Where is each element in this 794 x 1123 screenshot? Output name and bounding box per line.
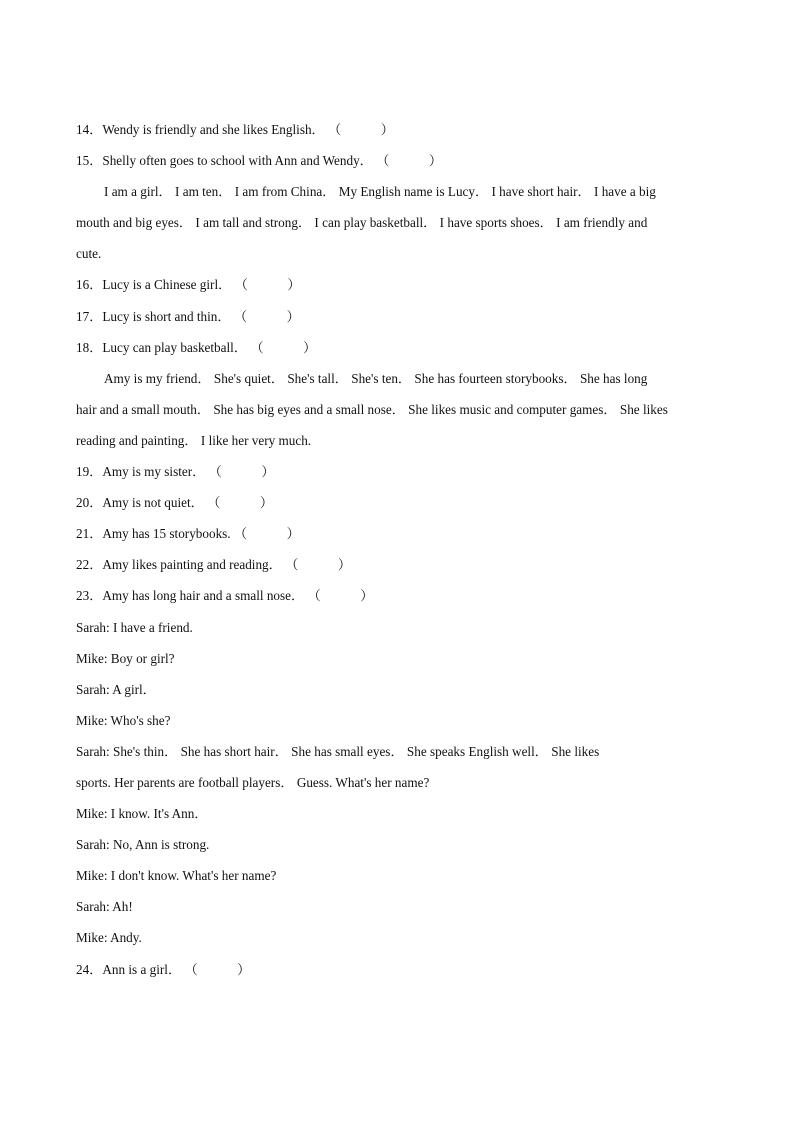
answer-blank[interactable]: （ ） (233, 308, 300, 324)
answer-blank[interactable]: （ ） (207, 495, 274, 511)
answer-blank[interactable]: （ ） (250, 339, 317, 355)
question-text: 22．Amy likes painting and reading． (76, 557, 282, 573)
worksheet-page (76, 114, 718, 985)
answer-blank[interactable]: （ ） (208, 464, 275, 480)
question-text: 17．Lucy is short and thin． (76, 308, 231, 324)
dialogue-line: Mike: Boy or girl? (76, 650, 175, 666)
question-21 (76, 518, 718, 549)
passage-line: reading and painting． I like her very much. (76, 432, 312, 448)
passage-line: I am a girl． I am ten． I am from China． My English name is Lucy． I have short hair． I have a big (104, 184, 656, 200)
question-text: 15．Shelly often goes to school with Ann and Wendy． (76, 153, 373, 169)
question-text: 16．Lucy is a Chinese girl． (76, 277, 232, 293)
question-text: 20．Amy is not quiet． (76, 495, 204, 511)
question-19 (76, 456, 718, 487)
passage-line: mouth and big eyes． I am tall and strong． I can play basketball． I have sports shoes． I am friendly and (76, 215, 648, 231)
dialogue-line: Mike: Andy. (76, 930, 142, 946)
question-text: 21．Amy has 15 storybooks. (76, 526, 231, 542)
answer-blank[interactable]: （ ） (233, 526, 300, 542)
question-text: 24．Ann is a girl． (76, 961, 182, 977)
answer-blank[interactable]: （ ） (285, 557, 352, 573)
question-text: 18．Lucy can play basketball． (76, 339, 248, 355)
passage-line: Amy is my friend． She's quiet． She's tall． She's ten． She has fourteen storybooks． She has long (104, 370, 648, 386)
passage-line: cute. (76, 246, 102, 262)
question-24 (76, 954, 718, 985)
answer-blank[interactable]: （ ） (234, 277, 301, 293)
answer-blank[interactable]: （ ） (328, 122, 394, 137)
question-22 (76, 549, 718, 580)
passage-line: hair and a small mouth． She has big eyes and a small nose． She likes music and computer games． She likes (76, 401, 668, 417)
question-23 (76, 580, 718, 611)
question-20 (76, 487, 718, 518)
dialogue-line: Sarah: I have a friend. (76, 619, 193, 635)
question-16 (76, 269, 718, 300)
dialogue-line: Sarah: Ah! (76, 899, 133, 915)
dialogue-line: sports. Her parents are football players． Guess. What's her name? (76, 774, 430, 790)
dialogue-line: Mike: I know. It's Ann． (76, 806, 208, 822)
answer-blank[interactable]: （ ） (307, 588, 374, 604)
passage-amy (76, 363, 718, 456)
question-18 (76, 332, 718, 363)
dialogue-line: Mike: I don't know. What's her name? (76, 868, 277, 884)
passage-lucy (76, 176, 718, 269)
question-17 (76, 301, 718, 332)
dialogue (76, 612, 718, 954)
question-text: 19．Amy is my sister． (76, 464, 206, 480)
dialogue-line: Sarah: No, Ann is strong. (76, 837, 210, 853)
question-text: 14．Wendy is friendly and she likes English． (76, 122, 325, 137)
question-14 (76, 114, 718, 145)
question-15 (76, 145, 718, 176)
question-text: 23．Amy has long hair and a small nose． (76, 588, 305, 604)
dialogue-line: Sarah: She's thin． She has short hair． She has small eyes． She speaks English well． She likes (76, 743, 600, 759)
dialogue-line: Sarah: A girl． (76, 681, 156, 697)
answer-blank[interactable]: （ ） (184, 961, 251, 977)
dialogue-line: Mike: Who's she? (76, 712, 171, 728)
answer-blank[interactable]: （ ） (376, 153, 443, 169)
